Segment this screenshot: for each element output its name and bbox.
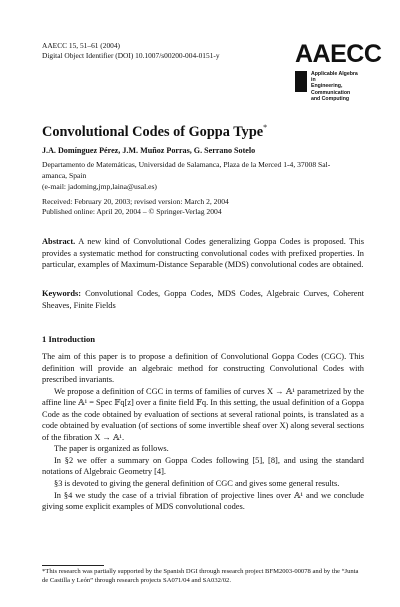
- journal-line: AAECC 15, 51–61 (2004): [42, 41, 121, 50]
- keywords-label: Keywords:: [42, 289, 82, 298]
- paragraph: §3 is devoted to giving the general definition of CGC and gives some general results.: [54, 479, 340, 489]
- paragraph: The paper is organized as follows.: [54, 444, 169, 454]
- journal-header: [42, 41, 220, 61]
- paragraph: We propose a definition of CGC in terms of families of curves X → 𝔸¹ parametrized by the affine line 𝔸¹ = Spec 𝔽q[z] over a finite field 𝔽q. In this setting, the usual definition of a Goppa Code as the code obtained by evaluation of sections at several rational points, is translated as a code obtained by evaluation (of sections of some invertible sheaf over X) along several sections of the fibration X → 𝔸¹.: [42, 386, 364, 442]
- authors: J.A. Domínguez Pérez, J.M. Muñoz Porras, G. Serrano Sotelo: [42, 146, 256, 155]
- journal-logo: [295, 40, 382, 102]
- logo-word: AAECC: [295, 40, 382, 68]
- received-date: Received: February 20, 2003; revised version: March 2, 2004: [42, 197, 229, 206]
- doi-line: Digital Object Identifier (DOI) 10.1007/s00200-004-0151-y: [42, 51, 220, 60]
- footnote: *This research was partially supported by the Spanish DGI through research project BFM2003-00078 and by the “Junta de Castilla y León” through research projects SA071/04 and SA032/02.: [42, 568, 359, 584]
- keywords-text: Convolutional Codes, Goppa Codes, MDS Codes, Algebraic Curves, Coherent Sheaves, Finite Fields: [42, 289, 365, 310]
- logo-bar: [295, 71, 307, 92]
- abstract-text: A new kind of Convolutional Codes generalizing Goppa Codes is proposed. This provides a systematic method for constructing convolutional codes with prefixed properties. In particular, examples of Maximum-Distance Separable (MDS) convolutional codes are obtained.: [42, 237, 364, 270]
- dates: [42, 197, 362, 218]
- paragraph: In §4 we study the case of a trivial fibration of projective lines over 𝔸¹ and we conclude giving some explicit examples of MDS convolutional codes.: [42, 490, 364, 512]
- email: (e-mail: jadoming,jmp,laina@usal.es): [42, 181, 157, 191]
- title-footnote-mark: *: [263, 123, 268, 132]
- paragraph: The aim of this paper is to propose a definition of Convolutional Goppa Codes (CGC). This definition will provide an algebraic method for constructing Convolutional Codes with prescribed invariants.: [42, 352, 364, 385]
- section-body: [42, 351, 364, 513]
- footnote-rule: [42, 565, 104, 566]
- abstract: [42, 236, 364, 271]
- keywords: [42, 288, 364, 311]
- published-date: Published online: April 20, 2004 – © Springer-Verlag 2004: [42, 207, 222, 217]
- affiliation: Departamento de Matemáticas, Universidad de Salamanca, Plaza de la Merced 1-4, 37008 Sal- amanca, Spain (e-mail: jadoming,jmp,laina@usal.es): [42, 160, 362, 192]
- logo-subtitle: Applicable Algebra in Engineering, Communication and Computing: [311, 71, 358, 102]
- paper-title: Convolutional Codes of Goppa Type*: [42, 123, 268, 140]
- section-heading: 1 Introduction: [42, 334, 96, 344]
- abstract-label: Abstract.: [42, 237, 76, 246]
- paragraph: In §2 we offer a summary on Goppa Codes following [5], [8], and using the standard notations of Algebraic Geometry [4].: [42, 455, 364, 477]
